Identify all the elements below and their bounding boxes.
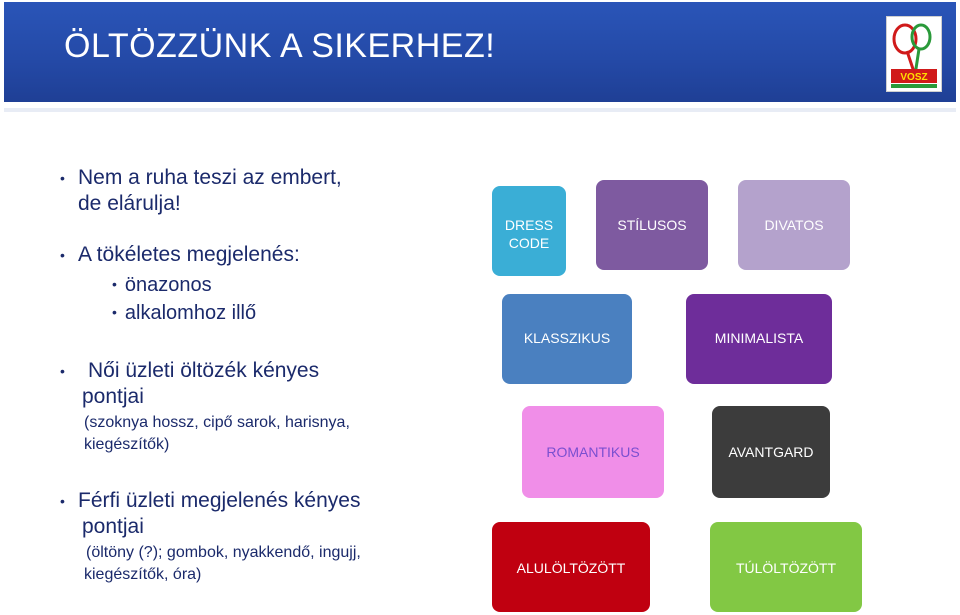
bullet-icon: • — [60, 493, 65, 509]
bullet-icon: • — [112, 276, 117, 292]
sub-bullet-item: • alkalomhoz illő — [112, 302, 257, 324]
tile-minimalista: MINIMALISTA — [686, 294, 832, 384]
sub-bullet-item: • önazonos — [112, 274, 212, 296]
bullet-icon: • — [112, 304, 117, 320]
note-text: kiegészítők, óra) — [84, 566, 202, 583]
bullet-icon: • — [60, 363, 65, 379]
tile-túlöltözött: TÚLÖLTÖZÖTT — [710, 522, 862, 612]
bullet-item: • Férfi üzleti megjelenés kényes pontjai — [60, 489, 361, 538]
note-text: kiegészítők) — [84, 436, 170, 453]
svg-text:VOSZ: VOSZ — [900, 72, 928, 83]
bullet-item: • Női üzleti öltözék kényes pontjai — [60, 359, 320, 408]
tile-stilusos: STÍLUSOS — [596, 180, 708, 270]
logo-icon — [887, 17, 941, 91]
organization-logo — [886, 16, 942, 92]
tile-dress-code: DRESS CODE — [492, 186, 566, 276]
note-text: (öltöny (?); gombok, nyakkendő, ingujj, — [86, 544, 361, 561]
tile-divatos: DIVATOS — [738, 180, 850, 270]
bullet-icon: • — [60, 170, 65, 186]
bullet-item: • Nem a ruha teszi az embert, de elárulja! — [60, 166, 342, 215]
note-text: (szoknya hossz, cipő sarok, harisnya, — [84, 414, 350, 431]
slide-title: ÖLTÖZZÜNK A SIKERHEZ! — [64, 27, 496, 65]
tile-avantgard: AVANTGARD — [712, 406, 830, 498]
slide-header — [0, 0, 960, 110]
bullet-item: • A tökéletes megjelenés: — [60, 243, 300, 266]
tile-romantikus: ROMANTIKUS — [522, 406, 664, 498]
bullet-icon: • — [60, 247, 65, 263]
tile-klasszikus: KLASSZIKUS — [502, 294, 632, 384]
tile-alulöltözött: ALULÖLTÖZÖTT — [492, 522, 650, 612]
